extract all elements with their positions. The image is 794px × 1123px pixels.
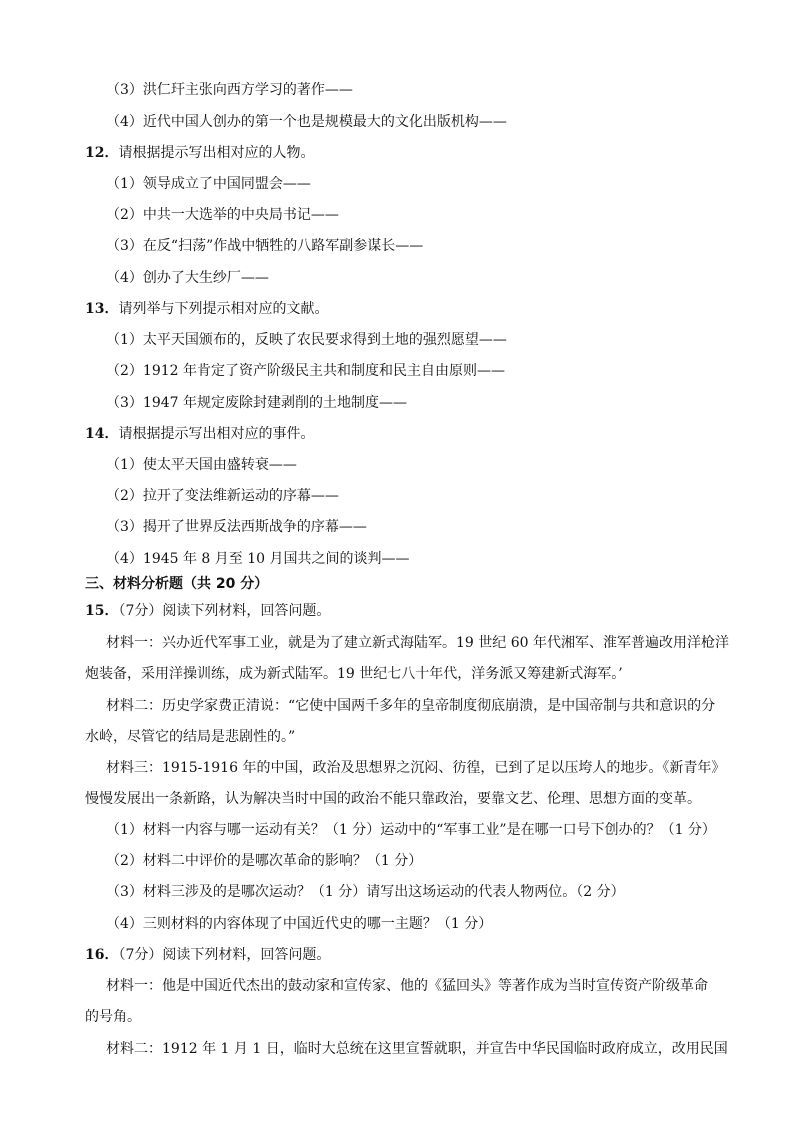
sub-item: （2）1912 年肯定了资产阶级民主共和制度和民主自由原则—— [106,363,505,379]
question-text: 请列举与下列提示相对应的文献。 [118,301,329,317]
material-text: 材料二：历史学家费正清说：“它使中国两千多年的皇帝制度彻底崩溃，是中国帝制与共和意识的分 [106,698,716,714]
question-number: 16． [85,947,119,963]
material-text: 水岭，尽管它的结局是悲剧性的。” [85,729,296,745]
sub-question: （2）材料二中评价的是哪次革命的影响？（1 分） [106,853,423,869]
section-heading: 三、材料分析题（共 20 分） [85,576,269,592]
sub-item: （3）1947 年规定废除封建剥削的土地制度—— [106,395,407,411]
sub-question: （4）三则材料的内容体现了中国近代史的哪一主题？（1 分） [106,916,493,932]
sub-item: （1）使太平天国由盛转衰—— [106,457,297,473]
question-number: 12． [85,145,119,161]
material-text: 慢慢发展出一条新路，认为解决当时中国的政治不能只靠政治，要靠文艺、伦理、思想方面的变革。 [85,791,701,807]
sub-item: （4）近代中国人创办的第一个也是规模最大的文化出版机构—— [106,114,507,130]
question-number: 15． [85,603,119,619]
sub-item: （1）太平天国颁布的，反映了农民要求得到土地的强烈愿望—— [106,332,507,348]
material-text: 材料三：1915-1916 年的中国，政治及思想界之沉闷、彷徨，已到了足以压垮人的地步。《新青年》 [106,760,726,776]
material-text: 的号角。 [85,1009,141,1025]
sub-item: （4）创办了大生纱厂—— [106,270,269,286]
question-12 [85,143,314,163]
question-number: 14． [85,426,119,442]
material-text: 炮装备，采用洋操训练，成为新式陆军。19 世纪七八十年代，洋务派又筹建新式海军。’ [85,666,623,682]
sub-item: （3）揭开了世界反法西斯战争的序幕—— [106,519,367,535]
sub-item: （1）领导成立了中国同盟会—— [106,176,311,192]
question-text: 请根据提示写出相对应的人物。 [118,145,315,161]
sub-item: （2）中共一大选举的中央局书记—— [106,207,339,223]
question-text: （7分）阅读下列材料，回答问题。 [118,947,331,963]
question-text: （7分）阅读下列材料，回答问题。 [118,603,331,619]
material-text: 材料一：他是中国近代杰出的鼓动家和宣传家、他的《猛回头》等著作成为当时宣传资产阶级革命 [106,978,708,994]
sub-item: （3）在反“扫荡”作战中牺牲的八路军副参谋长—— [106,238,424,254]
question-16 [85,945,330,965]
sub-question: （3）材料三涉及的是哪次运动？（1 分）请写出这场运动的代表人物两位。（2 分） [106,884,625,900]
material-text: 材料二：1912 年 1 月 1 日，临时大总统在这里宣誓就职，并宣告中华民国临时政府成立，改用民国 [106,1041,728,1057]
question-text: 请根据提示写出相对应的事件。 [118,426,315,442]
sub-question: （1）材料一内容与哪一运动有关？（1 分）运动中的“军事工业”是在哪一口号下创办的？（1 分） [106,822,716,838]
question-number: 13． [85,301,119,317]
sub-item: （2）拉开了变法维新运动的序幕—— [106,488,339,504]
sub-item: （3）洪仁玕主张向西方学习的著作—— [106,82,353,98]
question-14 [85,424,314,444]
question-15 [85,601,330,621]
material-text: 材料一：兴办近代军事工业，就是为了建立新式海陆军。19 世纪 60 年代湘军、淮军普遍改用洋枪洋 [106,635,729,651]
question-13 [85,299,328,319]
sub-item: （4）1945 年 8 月至 10 月国共之间的谈判—— [106,551,410,567]
